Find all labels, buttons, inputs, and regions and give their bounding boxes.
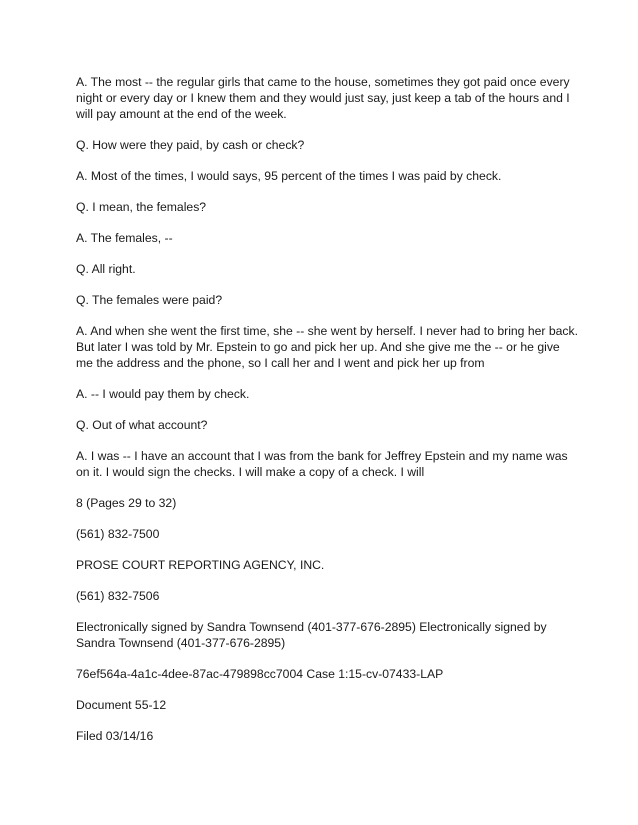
electronic-signature: Electronically signed by Sandra Townsend (401-377-676-2895) Electronically signed by Sandra Townsend (401-377-676-2895) xyxy=(76,620,547,650)
question-the-females: Q. I mean, the females? xyxy=(76,200,207,214)
answer-first-time: A. And when she went the first time, she -- she went by herself. I never had to bring her back. But later I was told by Mr. Epstein to go and pick her up. And she give me the -- or he give me the address and the phone, so I call her and I went and pick her up from xyxy=(76,324,578,370)
question-females-were-paid: Q. The females were paid? xyxy=(76,293,223,307)
answer-pay-by-check: A. -- I would pay them by check. xyxy=(76,387,250,401)
filed-date: Filed 03/14/16 xyxy=(76,729,154,743)
phone-number-2: (561) 832-7506 xyxy=(76,589,160,603)
page-range: 8 (Pages 29 to 32) xyxy=(76,496,177,510)
phone-number-1: (561) 832-7500 xyxy=(76,527,160,541)
answer-account: A. I was -- I have an account that I was from the bank for Jeffrey Epstein and my name was on it. I would sign the checks. I will make a copy of a check. I will xyxy=(76,449,568,479)
case-identifier: 76ef564a-4a1c-4dee-87ac-479898cc7004 Case 1:15-cv-07433-LAP xyxy=(76,667,444,681)
answer-regular-girls-payment: A. The most -- the regular girls that came to the house, sometimes they got paid once every night or every day or I knew them and they would just say, just keep a tab of the hours and I will pay amount at the end of the week. xyxy=(76,75,570,121)
answer-paid-by-check: A. Most of the times, I would says, 95 percent of the times I was paid by check. xyxy=(76,169,502,183)
question-what-account: Q. Out of what account? xyxy=(76,418,208,432)
document-number: Document 55-12 xyxy=(76,698,167,712)
question-how-paid: Q. How were they paid, by cash or check? xyxy=(76,138,305,152)
agency-name: PROSE COURT REPORTING AGENCY, INC. xyxy=(76,558,325,572)
question-all-right: Q. All right. xyxy=(76,262,136,276)
answer-the-females: A. The females, -- xyxy=(76,231,173,245)
